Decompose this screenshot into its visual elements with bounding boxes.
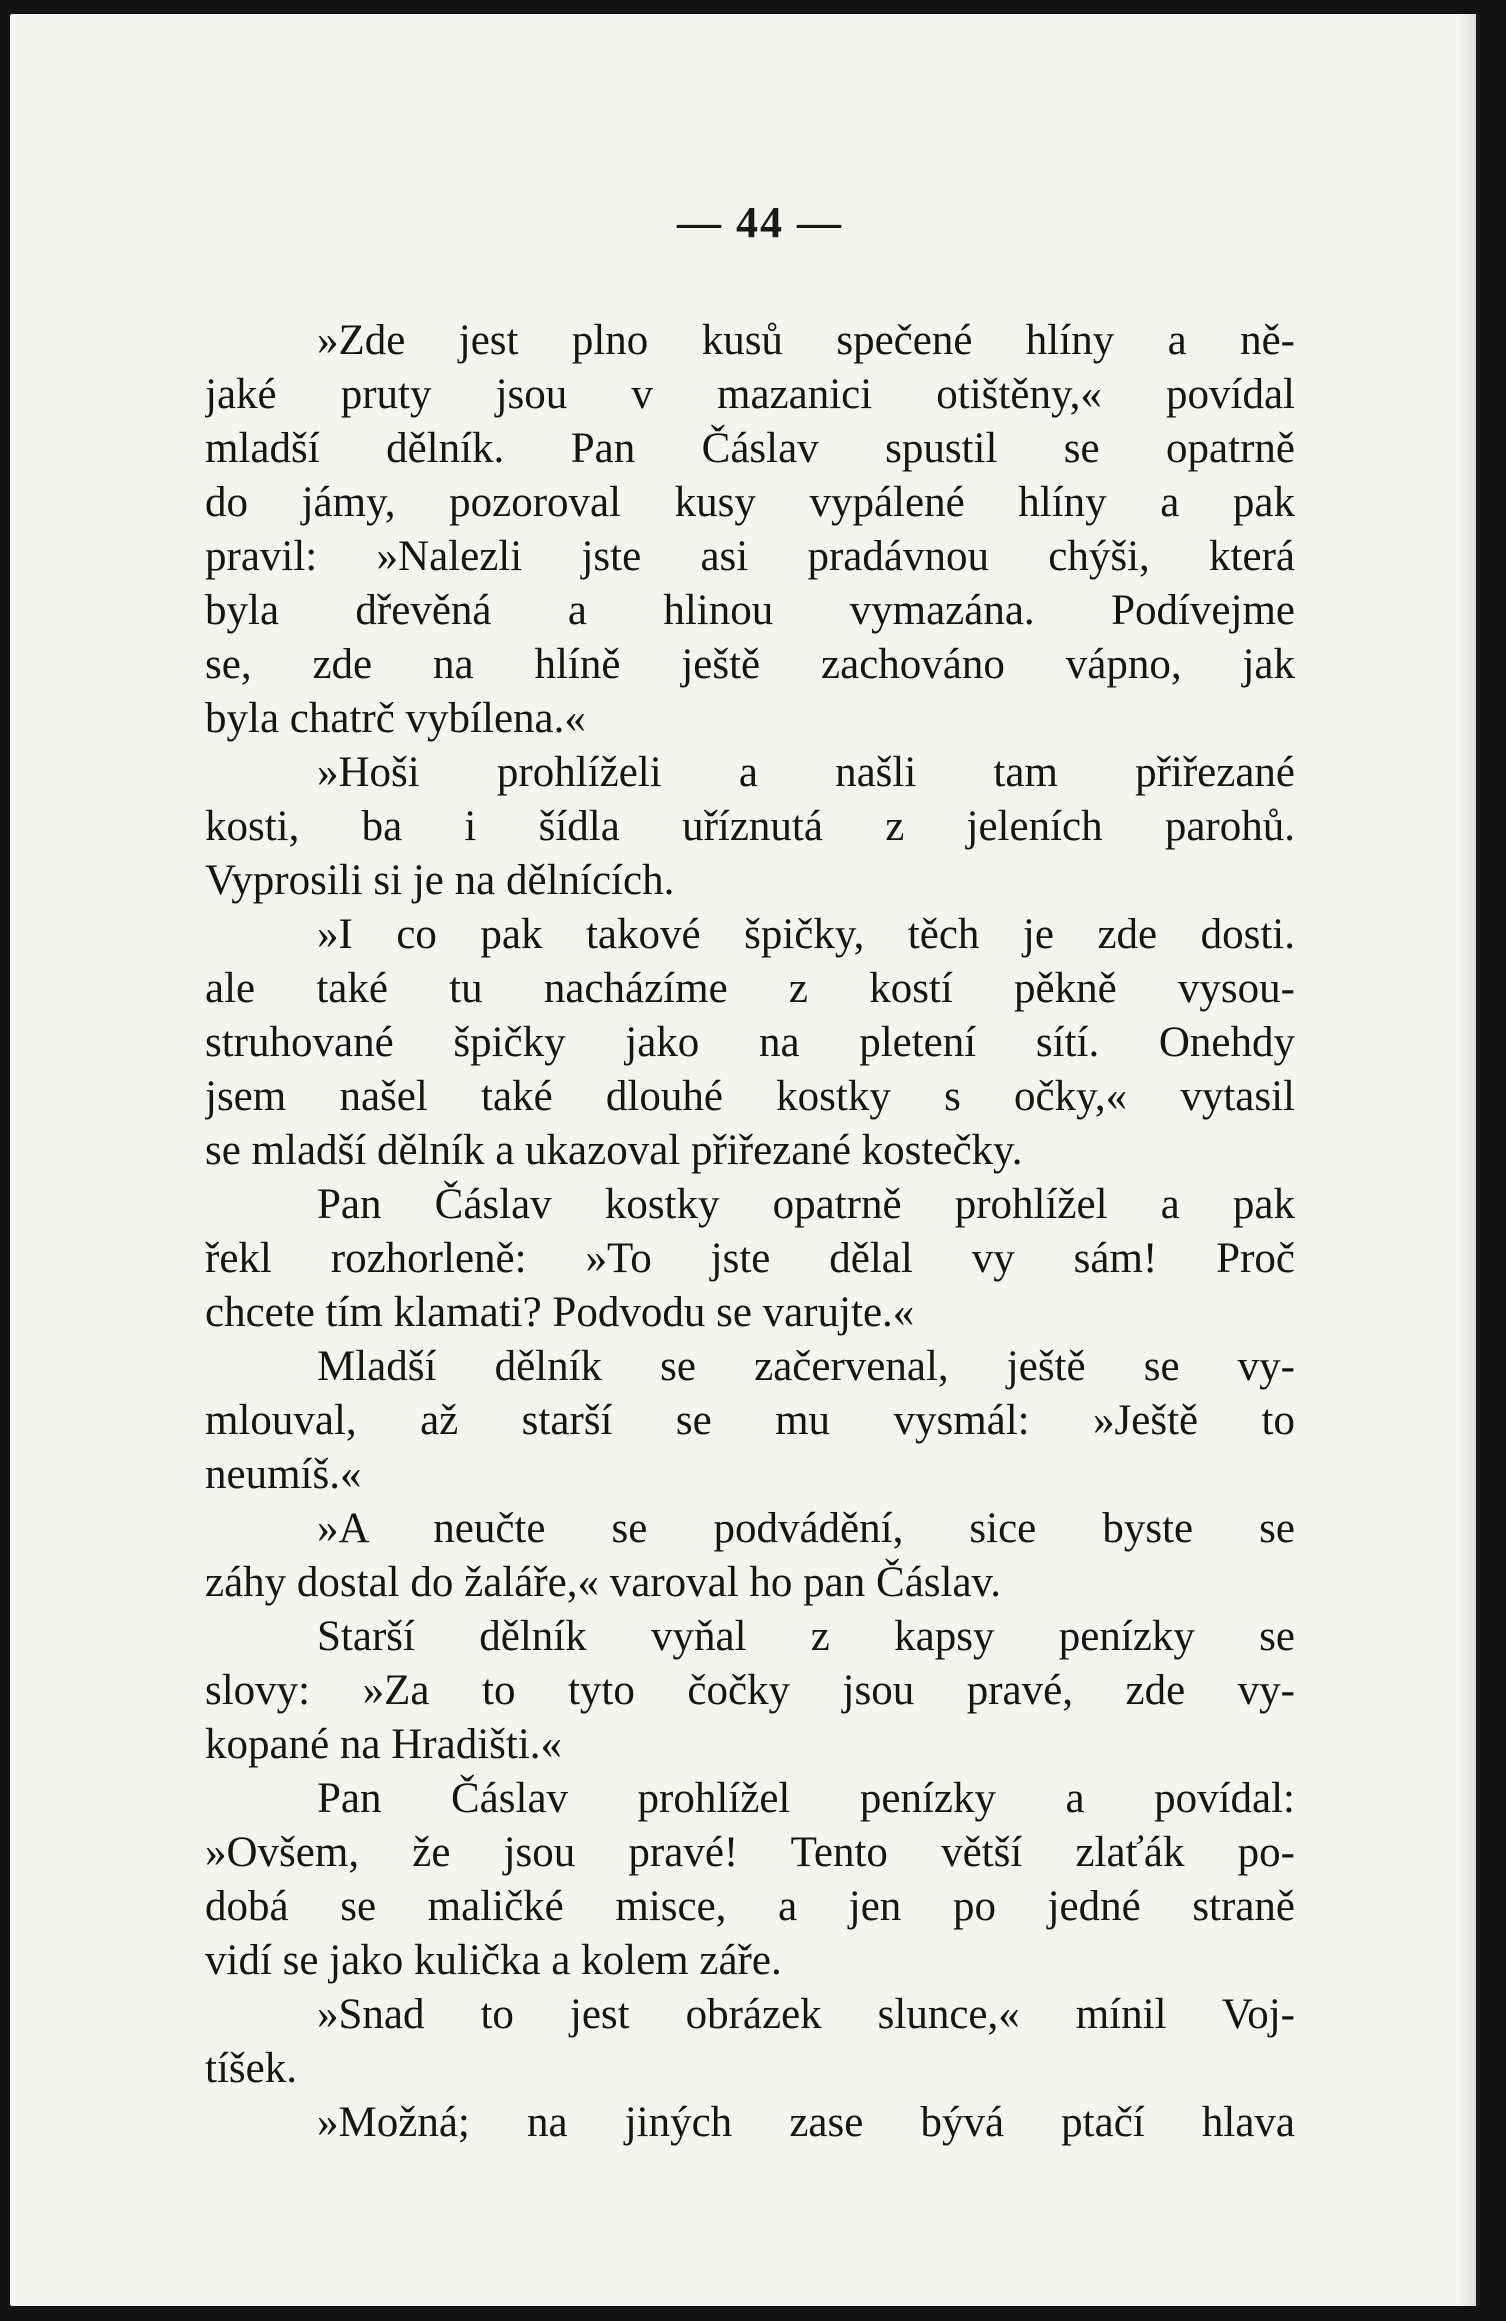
text-line: jsem našel také dlouhé kostky s očky,« vytasil: [205, 1073, 1295, 1120]
text-line: »I co pak takové špičky, těch je zde dosti.: [317, 911, 1295, 958]
text-line: se mladší dělník a ukazoval přiřezané kostečky.: [205, 1127, 1023, 1174]
text-line: řekl rozhorleně: »To jste dělal vy sám! Proč: [205, 1235, 1295, 1282]
text-line: struhované špičky jako na pletení sítí. Onehdy: [205, 1019, 1295, 1066]
text-line: mlouval, až starší se mu vysmál: »Ještě to: [205, 1397, 1295, 1444]
text-line: kosti, ba i šídla uříznutá z jeleních parohů.: [205, 803, 1295, 850]
text-line: Vyprosili si je na dělnících.: [205, 857, 675, 904]
text-line: pravil: »Nalezli jste asi pradávnou chýši, která: [205, 533, 1295, 580]
body-text: [205, 314, 1295, 2150]
text-line: mladší dělník. Pan Čáslav spustil se opatrně: [205, 425, 1295, 472]
book-page: [10, 14, 1480, 2306]
text-line: »Ovšem, že jsou pravé! Tento větší zlaťák po-: [205, 1829, 1295, 1876]
text-line: byla dřevěná a hlinou vymazána. Podívejme: [205, 587, 1295, 634]
text-line: slovy: »Za to tyto čočky jsou pravé, zde vy-: [205, 1667, 1295, 1714]
text-line: se, zde na hlíně ještě zachováno vápno, jak: [205, 641, 1295, 688]
text-line: dobá se maličké misce, a jen po jedné straně: [205, 1883, 1295, 1930]
text-line: »Snad to jest obrázek slunce,« mínil Voj-: [317, 1991, 1295, 2038]
text-line: byla chatrč vybílena.«: [205, 695, 586, 742]
text-line: záhy dostal do žaláře,« varoval ho pan Čáslav.: [205, 1559, 1002, 1606]
text-line: Starší dělník vyňal z kapsy penízky se: [317, 1613, 1295, 1660]
text-line: Pan Čáslav kostky opatrně prohlížel a pak: [317, 1181, 1295, 1228]
text-line: chcete tím klamati? Podvodu se varujte.«: [205, 1289, 915, 1336]
text-line: »Hoši prohlíželi a našli tam přiřezané: [317, 749, 1295, 796]
text-line: »Možná; na jiných zase bývá ptačí hlava: [317, 2099, 1295, 2146]
text-line: neumíš.«: [205, 1451, 362, 1498]
text-line: tíšek.: [205, 2045, 297, 2092]
text-line: »A neučte se podvádění, sice byste se: [317, 1505, 1295, 1552]
page-number: — 44 —: [677, 198, 843, 247]
right-page-edge: [1476, 14, 1480, 2306]
text-line: Mladší dělník se začervenal, ještě se vy-: [317, 1343, 1295, 1390]
text-line: »Zde jest plno kusů spečené hlíny a ně-: [317, 317, 1295, 364]
text-line: jaké pruty jsou v mazanici otištěny,« povídal: [205, 371, 1295, 418]
text-line: ale také tu nacházíme z kostí pěkně vysou-: [205, 965, 1295, 1012]
text-line: vidí se jako kulička a kolem záře.: [205, 1937, 782, 1984]
text-line: kopané na Hradišti.«: [205, 1721, 563, 1768]
text-line: Pan Čáslav prohlížel penízky a povídal:: [317, 1775, 1295, 1822]
text-line: do jámy, pozoroval kusy vypálené hlíny a pak: [205, 479, 1295, 526]
